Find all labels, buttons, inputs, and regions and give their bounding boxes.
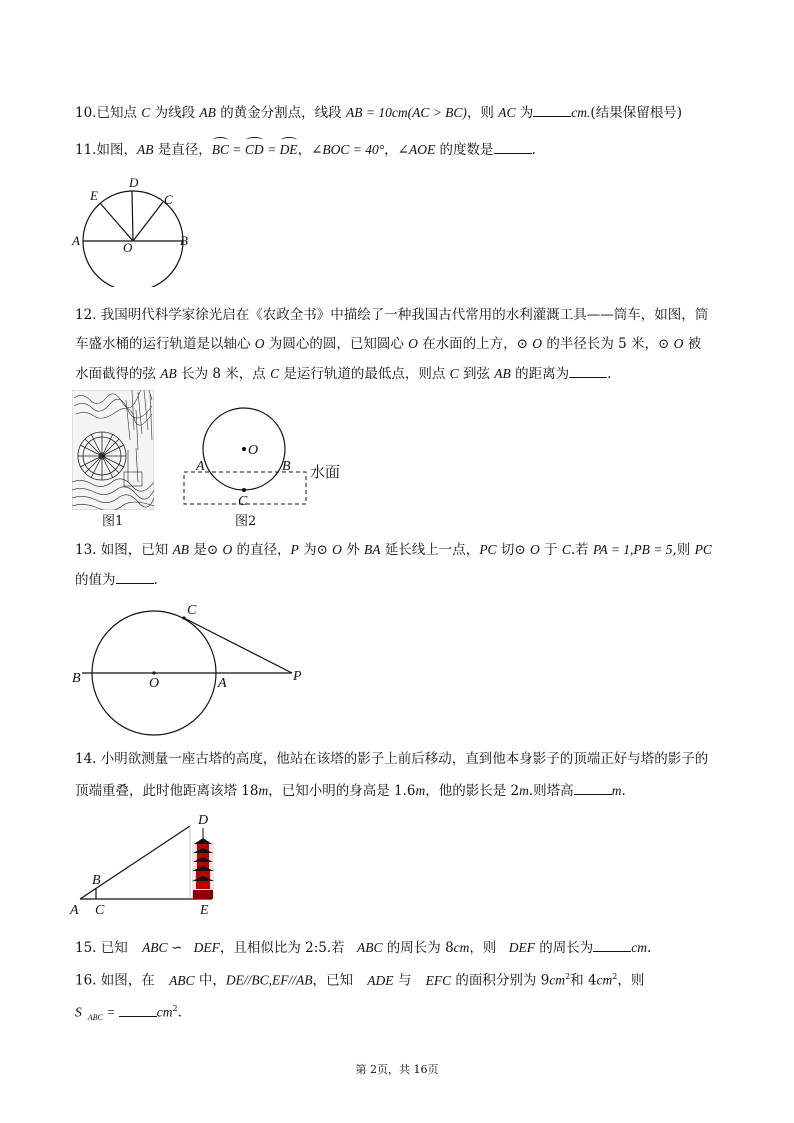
label-O: O xyxy=(248,443,259,458)
label-O: O xyxy=(123,240,133,255)
label-B: B xyxy=(282,459,291,474)
label-B: B xyxy=(92,873,101,888)
label-C: C xyxy=(187,603,197,618)
figure-11-circle xyxy=(70,172,200,287)
question-14-line-1: 14. 小明欲测量一座古塔的高度，他站在该塔的影子上前后移动，直到他本身影子的顶端正好与塔的影子的 xyxy=(75,751,709,767)
arc-bc: BC xyxy=(211,142,230,157)
waterwheel-icon xyxy=(78,432,126,480)
figure-13-tangent xyxy=(68,598,318,738)
arc-de: DE xyxy=(279,142,298,157)
label-B: B xyxy=(72,671,81,686)
answer-blank xyxy=(119,1003,157,1017)
pagoda-icon xyxy=(192,828,214,899)
question-14-line-2: 顶端重叠，此时他距离该塔 18m，已知小明的身高是 1.6m，他的影长是 2m.则塔高 m. xyxy=(75,783,626,799)
question-16-line-2: S $_{ABC} = cm^2$. xyxy=(75,1004,182,1022)
label-A: A xyxy=(72,233,80,248)
figure-12-waterwheel-illustration xyxy=(72,390,154,510)
arc-cd: CD xyxy=(244,142,264,157)
question-16-line-1: 16. 如图，在 ABC 中，DE//BC,EF//AB，已知 ADE 与 EFC 的面积分别为 $9cm^2$和 $4cm^2$，则 xyxy=(75,972,645,989)
label-water-surface: 水面 xyxy=(310,463,341,481)
question-12-line-2: 车盛水桶的运行轨道是以轴心 O 为圆心的圆，已知圆心 O 在水面的上方，⊙ O 的半径长为 5 米，⊙ O 被 xyxy=(75,336,702,352)
answer-blank xyxy=(116,570,154,584)
answer-blank xyxy=(593,938,631,952)
label-A: A xyxy=(218,676,227,691)
label-E: E xyxy=(90,188,98,203)
label-D: D xyxy=(129,175,139,190)
answer-blank xyxy=(569,364,607,378)
label-A: A xyxy=(196,459,205,474)
caption-figure-1: 图1 xyxy=(102,514,124,529)
label-D: D xyxy=(198,813,209,828)
label-C: C xyxy=(238,494,248,509)
question-13-line-2: 的值为 . xyxy=(75,572,158,588)
label-C: C xyxy=(164,192,173,207)
question-13-line-1: 13. 如图，已知 AB 是⊙ O 的直径，P 为⊙ O 外 BA 延长线上一点，PC 切⊙ O 于 C.若 PA = 1,PB = 5,则 PC xyxy=(75,542,712,558)
label-C: C xyxy=(95,903,105,918)
label-E: E xyxy=(200,903,209,918)
question-15: 15. 已知 ABC ∽ DEF，且相似比为 2:5.若 ABC 的周长为 8cm，则 DEF 的周长为 cm. xyxy=(75,940,652,956)
caption-figure-2: 图2 xyxy=(235,514,257,529)
page-footer: 第 2页，共 16页 xyxy=(355,1063,439,1076)
answer-blank xyxy=(574,781,612,795)
label-A: A xyxy=(70,903,79,918)
label-B: B xyxy=(180,233,188,248)
label-O: O xyxy=(149,676,160,691)
question-11: 11.如图，AB 是直径，BC = CD = DE，∠BOC = 40°，∠AOE 的度数是 . xyxy=(75,142,536,158)
answer-blank xyxy=(494,140,532,154)
figure-12-geometry xyxy=(178,400,358,512)
label-P: P xyxy=(293,669,302,684)
question-12-line-1: 12. 我国明代科学家徐光启在《农政全书》中描绘了一种我国古代常用的水利灌溉工具——筒车，如图，筒 xyxy=(75,307,709,323)
question-12-line-3: 水面截得的弦 AB 长为 8 米，点 C 是运行轨道的最低点，则点 C 到弦 AB 的距离为 . xyxy=(75,366,612,382)
figure-14-shadow xyxy=(62,810,232,922)
question-10: 10.已知点 C 为线段 AB 的黄金分割点，线段 AB = 10cm(AC > BC)，则 AC 为 cm.(结果保留根号) xyxy=(75,105,682,121)
answer-blank xyxy=(533,103,571,117)
